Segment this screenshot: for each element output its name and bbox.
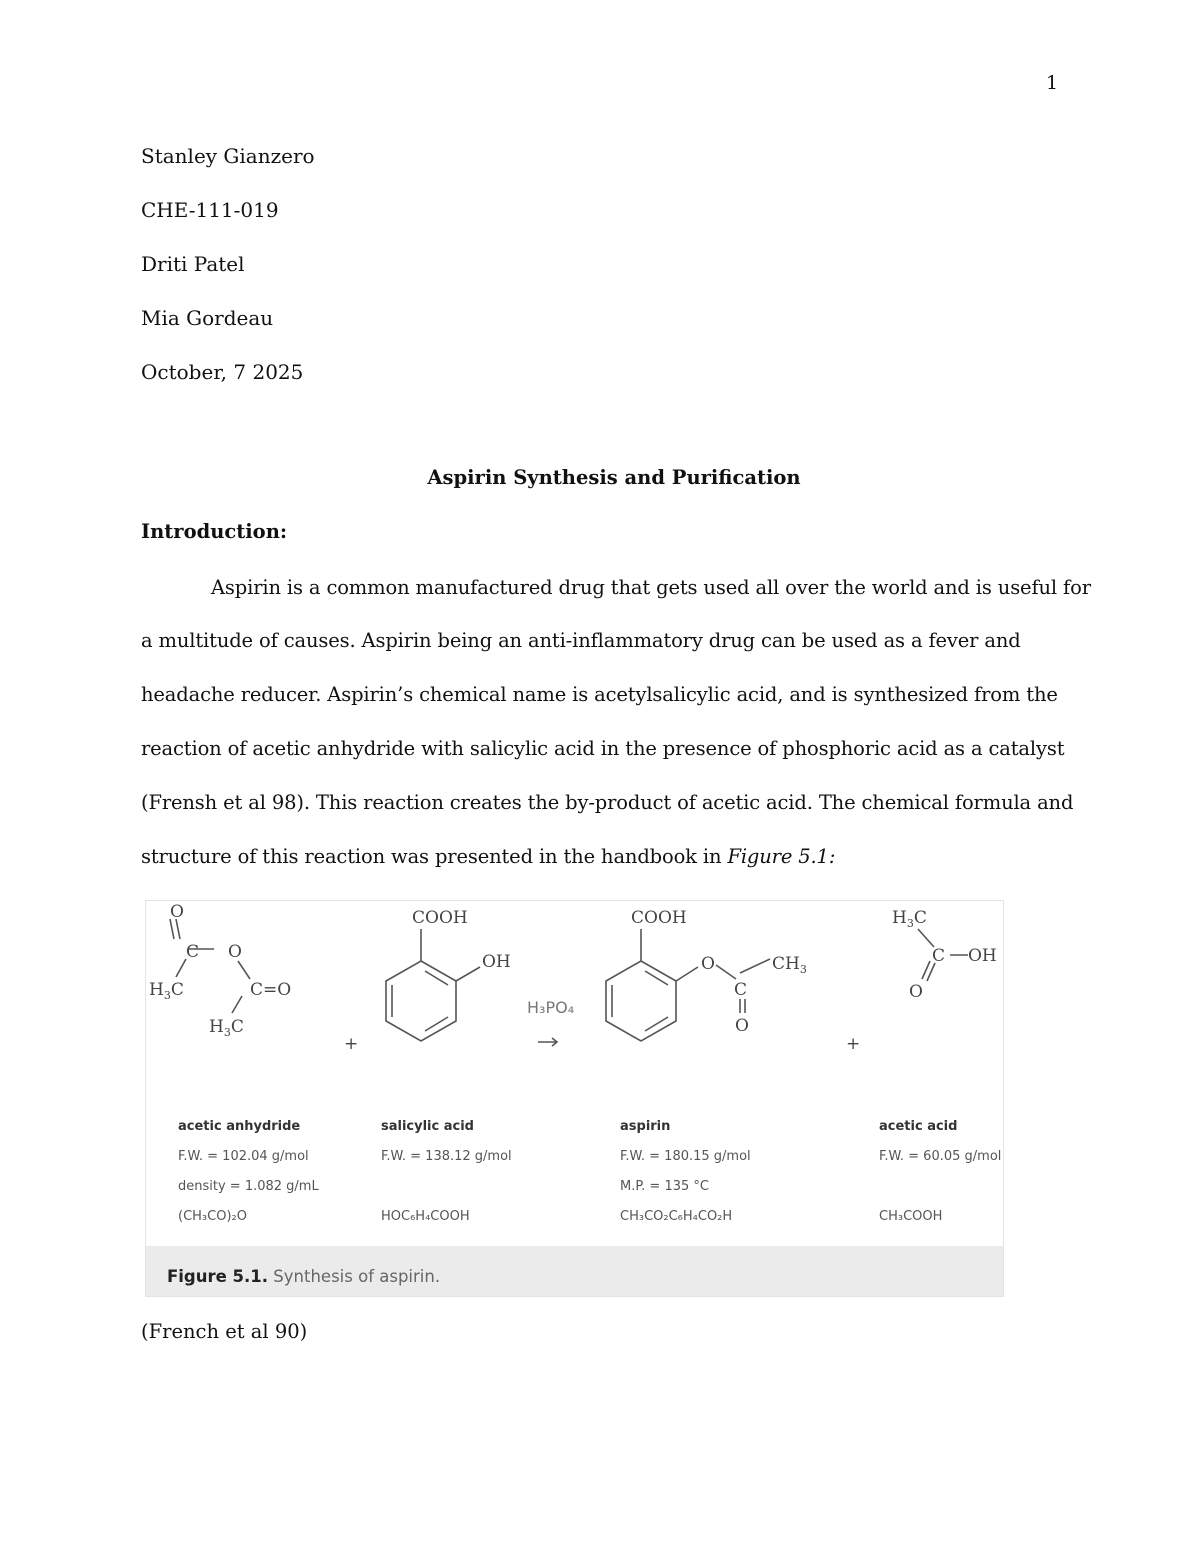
svg-text:C: C [734,980,748,1000]
svg-text:O: O [701,954,715,974]
formula-weight: F.W. = 60.05 g/mol [879,1149,1002,1164]
svg-text:C: C [186,942,200,962]
svg-text:O: O [170,902,184,922]
reaction-figure [145,900,1004,1297]
formula-weight: F.W. = 138.12 g/mol [381,1149,512,1164]
svg-text:COOH: COOH [412,908,468,928]
citation: (French et al 90) [141,1320,308,1343]
compound-info [879,1119,1001,1239]
figure-caption-text: Synthesis of aspirin. [268,1267,441,1286]
figure-caption [167,1267,440,1286]
svg-text:C: C [932,946,946,966]
catalyst-label: H₃PO₄ [527,998,575,1017]
document-title: Aspirin Synthesis and Purification [427,466,801,489]
chemical-formula: CH₃COOH [879,1209,943,1224]
compound-property [879,1179,1001,1209]
paragraph-line: reaction of acetic anhydride with salicylic acid in the presence of phosphoric acid as a catalyst [141,737,1065,760]
svg-text:O: O [228,942,242,962]
paragraph-line [141,845,835,868]
svg-text:OH: OH [482,952,511,972]
compound-name: acetic anhydride [178,1119,301,1134]
paragraph-line: headache reducer. Aspirin’s chemical name is acetylsalicylic acid, and is synthesized from the [141,683,1058,706]
svg-text:H3C: $H_3C$ [209,1017,244,1039]
section-heading: Introduction: [141,520,288,543]
svg-text:H3C: $H_3C$ [892,908,927,930]
paragraph-line: a multitude of causes. Aspirin being an anti-inflammatory drug can be used as a fever and [141,629,1021,652]
paragraph-text: structure of this reaction was presented in the handbook in [141,845,728,868]
partner-name: Driti Patel [141,252,245,276]
course-code: CHE-111-019 [141,198,279,222]
report-date: October, 7 2025 [141,360,304,384]
chemical-formula: HOC₆H₄COOH [381,1209,470,1224]
svg-text:OH: OH [968,946,997,966]
compound-info [178,1119,319,1239]
paragraph-line: (Frensh et al 98). This reaction creates the by-product of acetic acid. The chemical formula and [141,791,1074,814]
figure-reference: Figure 5.1: [727,845,836,868]
paragraph-line: Aspirin is a common manufactured drug that gets used all over the world and is useful for [211,576,1091,599]
svg-text:O: O [909,982,923,1002]
compound-name: acetic acid [879,1119,958,1134]
compound-info [620,1119,751,1239]
svg-text:H3C: $H_3C$ [149,980,184,1002]
compound-property [381,1179,512,1209]
svg-text:+: + [846,1034,861,1054]
svg-text:C=O: C=O [250,980,292,1000]
figure-label: Figure 5.1. [167,1267,269,1286]
compound-name: salicylic acid [381,1119,474,1134]
formula-weight: F.W. = 102.04 g/mol [178,1149,309,1164]
author-name: Stanley Gianzero [141,144,315,168]
svg-text:+: + [344,1034,359,1054]
svg-text:O: O [735,1016,749,1036]
chemical-formula: (CH₃CO)₂O [178,1209,247,1224]
page-number: 1 [1046,72,1059,94]
partner-name: Mia Gordeau [141,306,274,330]
compound-property: density = 1.082 g/mL [178,1179,319,1194]
chemical-formula: CH₃CO₂C₆H₄CO₂H [620,1209,733,1224]
compound-property: M.P. = 135 °C [620,1179,709,1194]
compound-name: aspirin [620,1119,671,1134]
svg-text:COOH: COOH [631,908,687,928]
svg-text:CH3: $CH_3$ [772,954,807,976]
formula-weight: F.W. = 180.15 g/mol [620,1149,751,1164]
compound-info [381,1119,512,1239]
